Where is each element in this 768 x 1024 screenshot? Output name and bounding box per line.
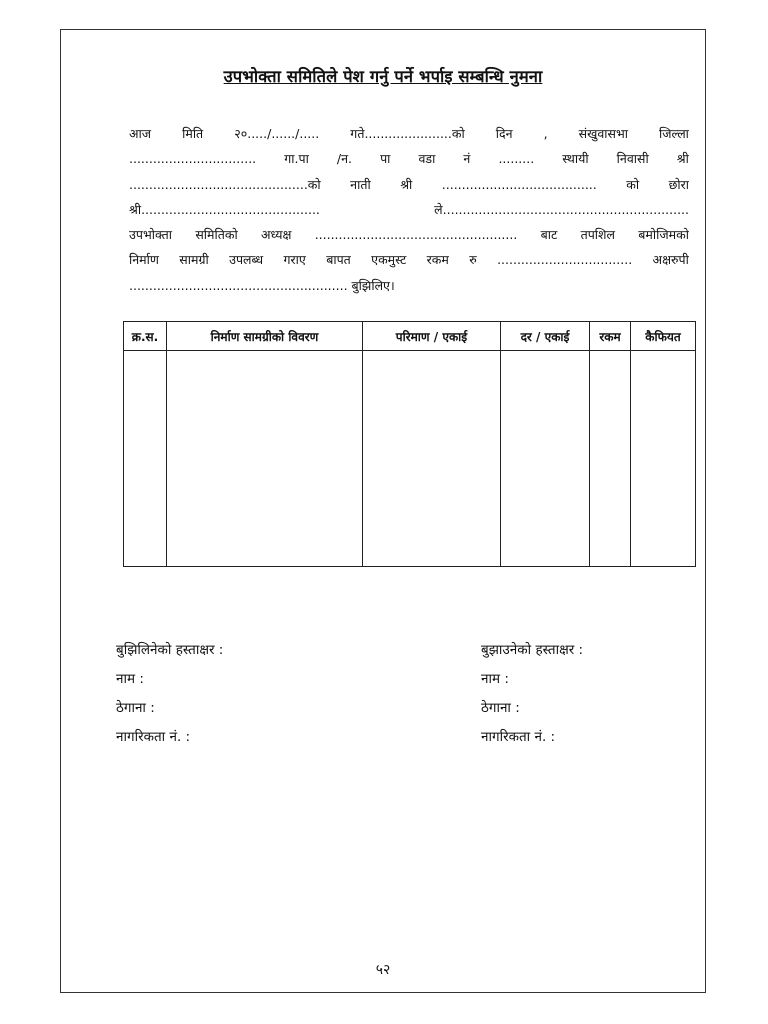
document-title: उपभोक्ता समितिले पेश गर्नु पर्ने भर्पाइ सम्बन्धि नुमना xyxy=(223,67,543,86)
paragraph-word: श्री xyxy=(400,176,413,192)
paragraph-word: गराए xyxy=(283,252,306,268)
table-header-row xyxy=(124,322,696,351)
table-row xyxy=(124,351,696,567)
paragraph-word: समितिको xyxy=(195,227,238,243)
paragraph-word: को xyxy=(626,176,640,192)
paragraph-word: निवासी xyxy=(616,151,649,167)
giver-name-label: नाम : xyxy=(481,671,509,687)
paragraph-word: नं xyxy=(463,151,471,167)
paragraph-word: बाट xyxy=(540,227,558,243)
paragraph-word: ......... xyxy=(498,151,535,167)
table-cell xyxy=(363,351,501,567)
paragraph-word: , xyxy=(543,126,548,141)
receiver-name-label: नाम : xyxy=(116,671,144,687)
paragraph-word: उपलब्ध xyxy=(229,252,264,268)
paragraph-word: पा xyxy=(380,151,391,167)
paragraph-word: दिन xyxy=(495,126,513,141)
paragraph-line xyxy=(129,247,689,272)
table-cell xyxy=(631,351,696,567)
paragraph-word: रकम xyxy=(426,252,449,268)
paragraph-word: अक्षरुपी xyxy=(652,252,689,268)
table-cell xyxy=(124,351,167,567)
giver-signature-label: बुझाउनेको हस्ताक्षर : xyxy=(481,642,584,658)
paragraph-line xyxy=(129,146,689,171)
paragraph-word: नाती xyxy=(350,176,371,192)
paragraph-word: एकमुस्ट xyxy=(371,252,407,268)
receiver-signature-block xyxy=(116,636,223,752)
paragraph-word: सामग्री xyxy=(179,252,209,268)
paragraph-word: जिल्ला xyxy=(659,126,689,141)
paragraph-word: वडा xyxy=(418,151,436,167)
paragraph-word: रु xyxy=(469,252,477,268)
paragraph-word: निर्माण xyxy=(129,252,159,268)
paragraph-word: ....................................... xyxy=(441,176,597,192)
paragraph-word: अध्यक्ष xyxy=(260,227,292,243)
paragraph-word: बमोजिमको xyxy=(638,227,689,243)
header-amount: रकम xyxy=(590,322,631,351)
paragraph-word: ................................................... xyxy=(314,227,518,243)
receipt-paragraph xyxy=(129,121,689,298)
paragraph-line xyxy=(129,172,689,197)
paragraph-word: उपभोक्ता xyxy=(129,227,173,243)
paragraph-word: तपशिल xyxy=(580,227,616,243)
paragraph-word: ले.............................................................. xyxy=(434,201,689,217)
paragraph-word: मिति xyxy=(182,126,204,141)
paragraph-line xyxy=(129,197,689,222)
paragraph-word: स्थायी xyxy=(562,151,589,167)
giver-citizenship-label: नागरिकता नं. : xyxy=(481,729,556,745)
paragraph-word: .................................. xyxy=(497,252,633,268)
header-remarks: कैफियत xyxy=(631,322,696,351)
header-rate: दर / एकाई xyxy=(501,322,590,351)
paragraph-word: ................................ xyxy=(129,151,257,167)
giver-signature-block xyxy=(481,636,583,752)
table-cell xyxy=(167,351,363,567)
receiver-citizenship-label: नागरिकता नं. : xyxy=(116,729,191,745)
header-quantity: परिमाण / एकाई xyxy=(363,322,501,351)
page-number: ५२ xyxy=(375,962,391,978)
receiver-signature-label: बुझिलिनेको हस्ताक्षर : xyxy=(116,642,224,658)
paragraph-word: .............................................को xyxy=(129,176,321,192)
paragraph-line xyxy=(129,121,689,146)
paragraph-line xyxy=(129,222,689,247)
paragraph-word: २०...../....../..... xyxy=(234,126,320,141)
table-cell xyxy=(501,351,590,567)
paragraph-word: ....................................................... बुझिलिए। xyxy=(129,277,395,293)
paragraph-word: गते......................को xyxy=(350,126,465,141)
giver-address-label: ठेगाना : xyxy=(481,700,520,716)
header-description: निर्माण सामग्रीको विवरण xyxy=(167,322,363,351)
receiver-address-label: ठेगाना : xyxy=(116,700,155,716)
paragraph-line xyxy=(129,273,689,298)
paragraph-word: संखुवासभा xyxy=(578,126,628,141)
header-serial: क्र.स. xyxy=(124,322,167,351)
paragraph-word: छोरा xyxy=(668,176,689,192)
paragraph-word: आज xyxy=(129,126,152,141)
paragraph-word: गा.पा xyxy=(284,151,309,167)
paragraph-word: श्री............................................. xyxy=(129,201,320,217)
paragraph-word: श्री xyxy=(676,151,689,167)
paragraph-word: बापत xyxy=(326,252,351,268)
table-cell xyxy=(590,351,631,567)
paragraph-word: /न. xyxy=(336,151,352,167)
materials-table xyxy=(123,321,696,567)
